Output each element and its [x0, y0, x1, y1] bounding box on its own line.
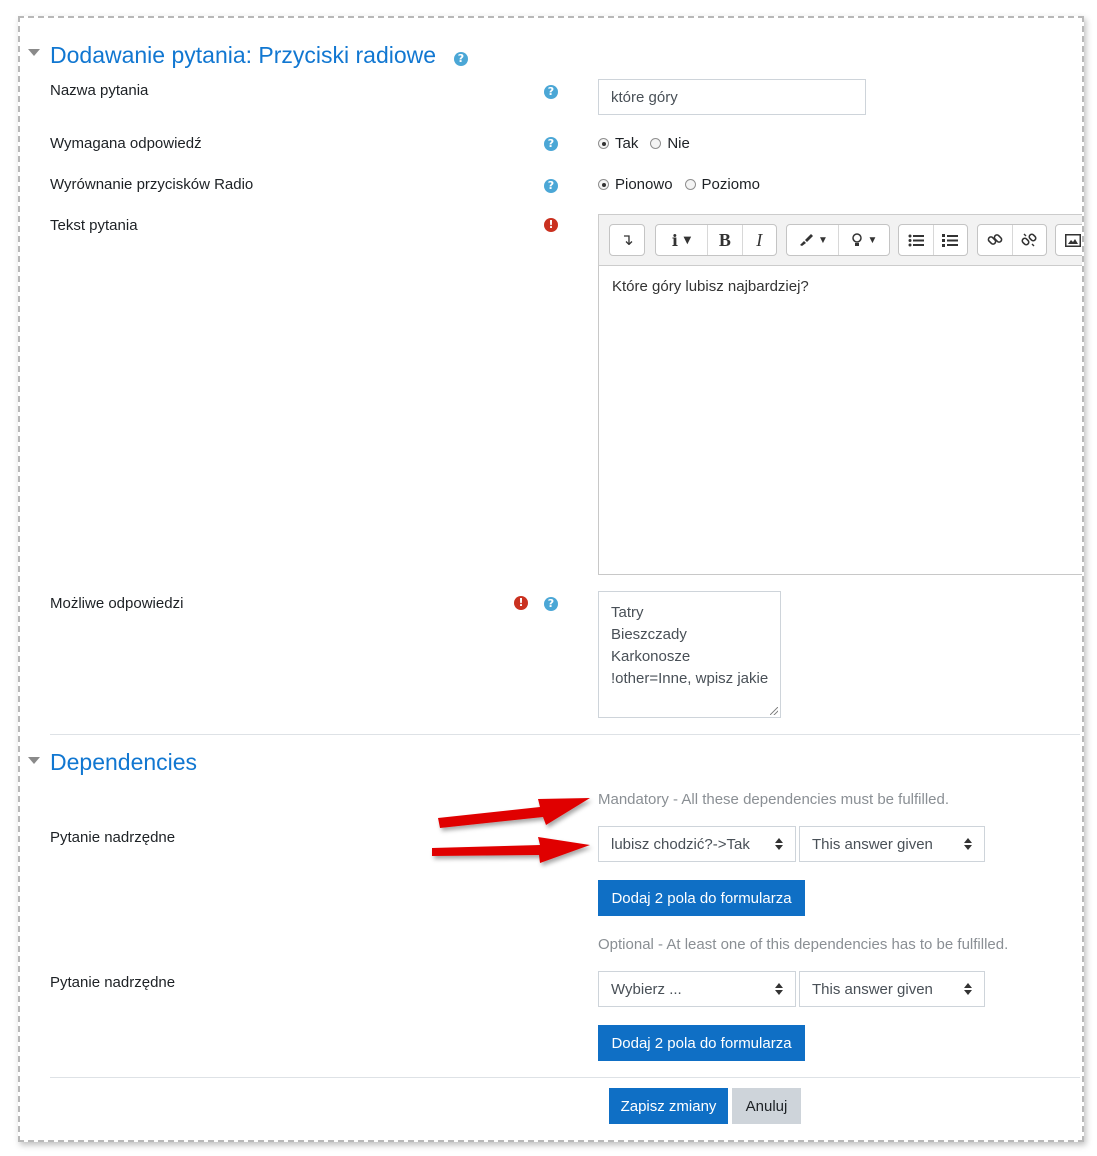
mandatory-note: Mandatory - All these dependencies must be fulfilled.: [598, 791, 950, 808]
alignment-radio-group: [598, 176, 772, 193]
answers-label: Możliwe odpowiedzi: [50, 595, 184, 612]
radio-nie-label: Nie: [667, 135, 690, 152]
radio-pionowo[interactable]: [598, 179, 609, 190]
select-arrows-icon: [964, 983, 972, 995]
radio-tak-label: Tak: [615, 135, 639, 152]
select-arrows-icon: [964, 838, 972, 850]
toolbar-group-style: [786, 224, 890, 256]
editor-toolbar: [598, 214, 1084, 266]
radio-poziomo-label: Poziomo: [701, 176, 760, 193]
toolbar-group-links: [977, 224, 1047, 256]
toolbar-group-format: [655, 224, 777, 256]
link-icon[interactable]: [978, 225, 1013, 255]
collapse-chevron-icon[interactable]: [28, 757, 40, 764]
collapse-chevron-icon[interactable]: [28, 49, 40, 56]
radio-nie[interactable]: [650, 138, 661, 149]
form-frame: [18, 16, 1084, 1142]
required-icon: !: [544, 218, 558, 232]
question-name-help-icon[interactable]: ?: [544, 85, 558, 99]
question-text-label: Tekst pytania: [50, 217, 138, 234]
section-title-dependencies[interactable]: Dependencies: [50, 749, 198, 775]
cancel-button[interactable]: Anuluj: [732, 1088, 801, 1124]
required-answer-label: Wymagana odpowiedź: [50, 135, 202, 152]
ordered-list-icon[interactable]: [934, 225, 968, 255]
required-answer-radio-group: [598, 135, 702, 152]
unlink-icon[interactable]: [1013, 225, 1047, 255]
mandatory-question-select[interactable]: lubisz chodzić?->Tak: [598, 826, 796, 862]
parent-question-label: Pytanie nadrzędne: [50, 974, 176, 991]
parent-question-label: Pytanie nadrzędne: [50, 829, 176, 846]
answers-textarea[interactable]: [598, 591, 781, 718]
resize-grip-icon[interactable]: [770, 707, 778, 715]
answers-help-icon[interactable]: ?: [544, 597, 558, 611]
image-icon[interactable]: [1056, 225, 1084, 255]
optional-question-select[interactable]: Wybierz ...: [598, 971, 796, 1007]
answers-required-icon: !: [514, 596, 528, 610]
add-fields-button[interactable]: Dodaj 2 pola do formularza: [598, 1025, 805, 1061]
collapse-icon[interactable]: ↴: [620, 232, 634, 249]
toolbar-group-media: [1055, 224, 1084, 256]
unordered-list-icon[interactable]: [899, 225, 934, 255]
section-divider: [50, 1077, 1080, 1078]
annotation-arrows: [420, 778, 600, 878]
section-help-icon[interactable]: ?: [454, 52, 468, 66]
toolbar-group-lists: [898, 224, 968, 256]
alignment-label: Wyrównanie przycisków Radio: [50, 176, 254, 193]
answer-line: Bieszczady: [611, 626, 687, 643]
italic-icon[interactable]: I: [756, 229, 763, 250]
toolbar-group-collapse: [609, 224, 645, 256]
alignment-help-icon[interactable]: ?: [544, 179, 558, 193]
info-icon[interactable]: i ▼: [656, 225, 708, 255]
question-name-input[interactable]: które góry: [598, 79, 866, 115]
question-text-editor[interactable]: Które góry lubisz najbardziej?: [598, 266, 1084, 575]
section-title-general[interactable]: Dodawanie pytania: Przyciski radiowe: [50, 42, 437, 68]
add-fields-button[interactable]: Dodaj 2 pola do formularza: [598, 880, 805, 916]
optional-note: Optional - At least one of this dependencies has to be fulfilled.: [598, 936, 1009, 953]
select-arrows-icon: [775, 838, 783, 850]
arrow-icon: [438, 798, 590, 828]
radio-poziomo[interactable]: [685, 179, 696, 190]
bold-icon[interactable]: B: [708, 225, 742, 255]
optional-condition-select[interactable]: This answer given: [799, 971, 985, 1007]
lightbulb-icon[interactable]: ▼: [839, 225, 889, 255]
answer-line: Karkonosze: [611, 648, 691, 665]
section-divider: [50, 734, 1080, 735]
save-changes-button[interactable]: Zapisz zmiany: [609, 1088, 728, 1124]
mandatory-condition-select[interactable]: This answer given: [799, 826, 985, 862]
answer-line: !other=Inne, wpisz jakie: [611, 670, 769, 687]
radio-tak[interactable]: [598, 138, 609, 149]
answer-line: Tatry: [611, 604, 644, 621]
radio-pionowo-label: Pionowo: [615, 176, 673, 193]
paint-brush-icon[interactable]: ▼: [787, 225, 839, 255]
required-answer-help-icon[interactable]: ?: [544, 137, 558, 151]
arrow-icon: [432, 837, 590, 863]
select-arrows-icon: [775, 983, 783, 995]
question-name-label: Nazwa pytania: [50, 82, 149, 99]
